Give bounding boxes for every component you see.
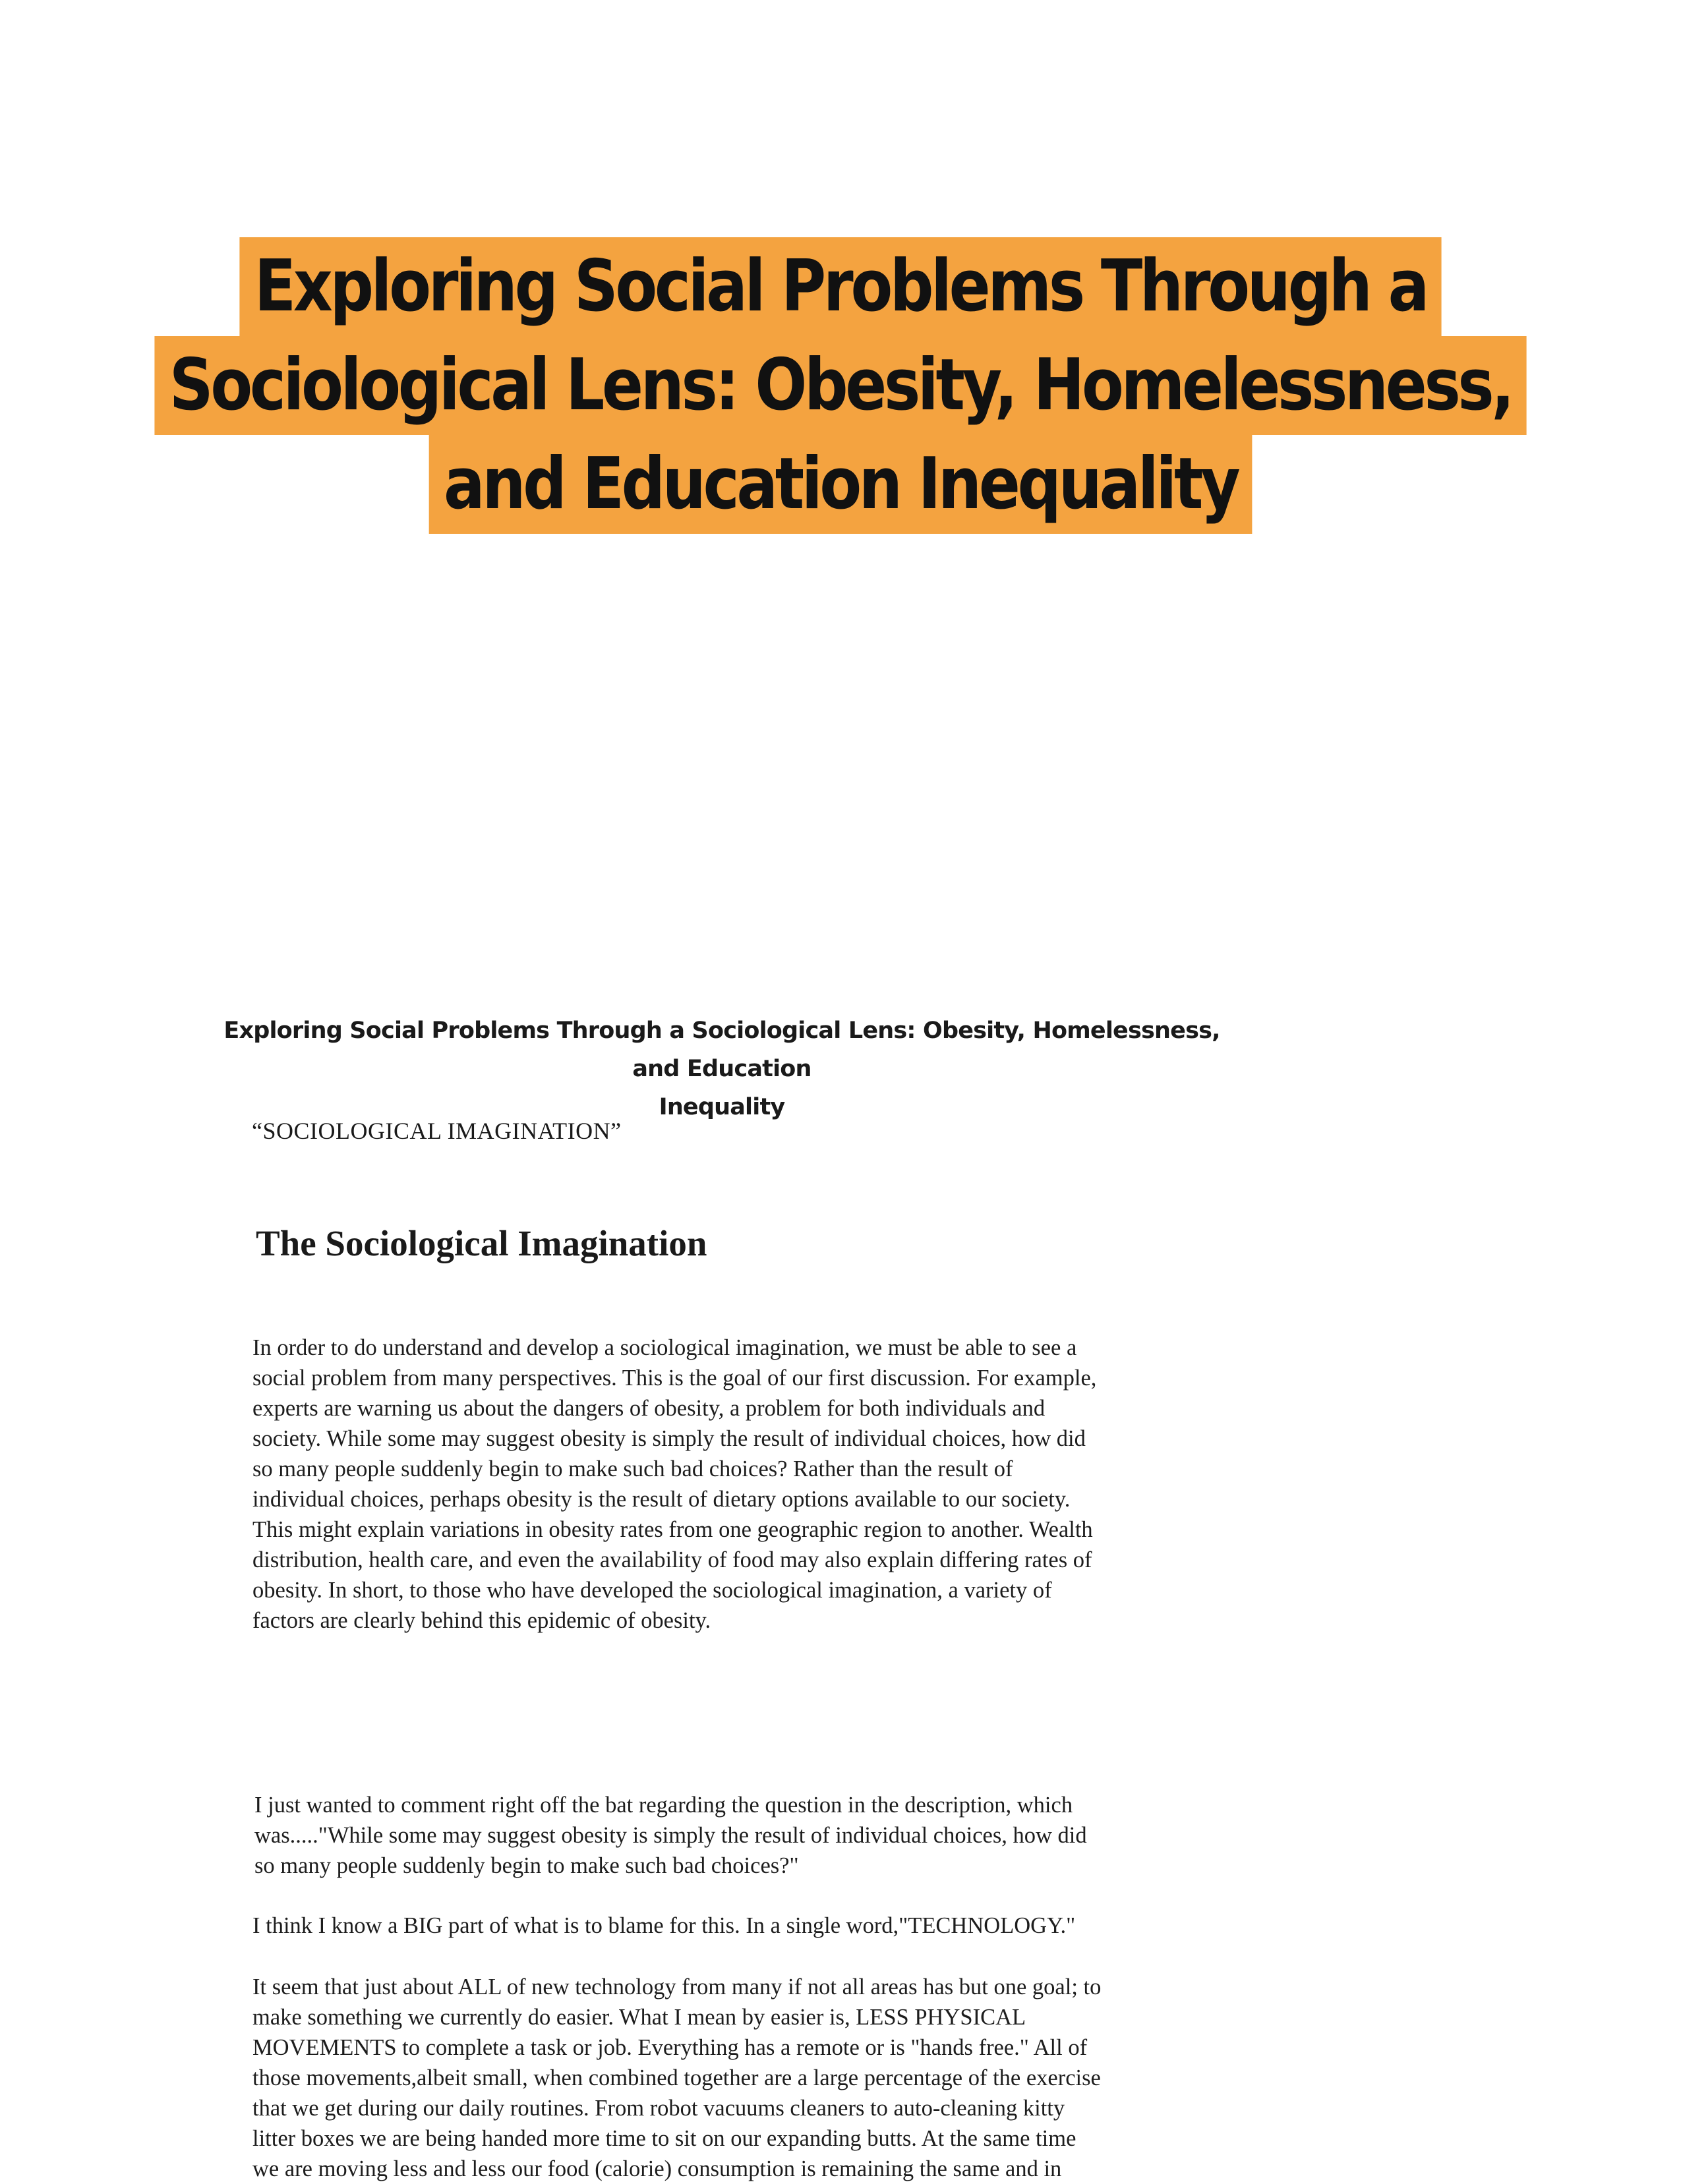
paragraph-technology [252, 1911, 1254, 1941]
paragraph-line: make something we currently do easier. What I mean by easier is, LESS PHYSICAL [252, 2005, 1026, 2030]
paragraph-line: was....."While some may suggest obesity is simply the result of individual choices, how did [254, 1823, 1087, 1848]
section-heading: The Sociological Imagination [256, 1223, 707, 1263]
paragraph-line: obesity. In short, to those who have developed the sociological imagination, a variety of [252, 1578, 1052, 1603]
paragraph-line: so many people suddenly begin to make such bad choices? Rather than the result of [252, 1456, 1013, 1481]
paragraph-line: those movements,albeit small, when combined together are a large percentage of the exercise [252, 2065, 1101, 2090]
paragraph-line: I think I know a BIG part of what is to blame for this. In a single word,"TECHNOLOGY." [252, 1913, 1076, 1938]
paragraph-line: In order to do understand and develop a sociological imagination, we must be able to see a [252, 1335, 1077, 1360]
cover-title-line-3: and Education Inequality [428, 435, 1252, 534]
section-label: “SOCIOLOGICAL IMAGINATION” [252, 1118, 622, 1144]
paragraph-line: distribution, health care, and even the availability of food may also explain differing rates of [252, 1547, 1092, 1572]
cover-title-line-1: Exploring Social Problems Through a [240, 237, 1442, 336]
cover-title-line [0, 336, 1681, 435]
paragraph-line: MOVEMENTS to complete a task or job. Everything has a remote or is "hands free." All of [252, 2035, 1088, 2060]
paragraph-line: I just wanted to comment right off the bat regarding the question in the description, which [254, 1793, 1073, 1818]
cover-title [0, 237, 1681, 534]
cover-title-line [0, 435, 1681, 534]
paragraph-line: society. While some may suggest obesity is simply the result of individual choices, how did [252, 1426, 1086, 1451]
paragraph-line: factors are clearly behind this epidemic of obesity. [252, 1608, 711, 1633]
paragraph-line: litter boxes we are being handed more time to sit on our expanding butts. At the same time [252, 2126, 1076, 2151]
paragraph-line: social problem from many perspectives. This is the goal of our first discussion. For example, [252, 1365, 1097, 1391]
paragraph-comment [254, 1790, 1256, 1881]
paragraph-line: that we get during our daily routines. From robot vacuums cleaners to auto-cleaning kitty [252, 2096, 1065, 2121]
paragraph-line: individual choices, perhaps obesity is the result of dietary options available to our society. [252, 1487, 1071, 1512]
cover-title-line-2: Sociological Lens: Obesity, Homelessness, [154, 336, 1526, 435]
paragraph-line: It seem that just about ALL of new technology from many if not all areas has but one goal; to [252, 1974, 1102, 1999]
paragraph-sociological-imagination [252, 1333, 1254, 1636]
paragraph-less-movement [252, 1972, 1254, 2184]
document-header-line-2: Inequality [659, 1094, 785, 1120]
paragraph-line: experts are warning us about the dangers of obesity, a problem for both individuals and [252, 1396, 1046, 1421]
paragraph-line: we are moving less and less our food (calorie) consumption is remaining the same and in [252, 2156, 1062, 2181]
document-header [198, 1012, 1246, 1126]
paragraph-line: This might explain variations in obesity rates from one geographic region to another. Wealth [252, 1517, 1093, 1542]
cover-title-line [0, 237, 1681, 336]
paragraph-line: so many people suddenly begin to make such bad choices?" [254, 1853, 799, 1878]
document-header-line-1: Exploring Social Problems Through a Sociological Lens: Obesity, Homelessness, and Education [223, 1018, 1220, 1082]
